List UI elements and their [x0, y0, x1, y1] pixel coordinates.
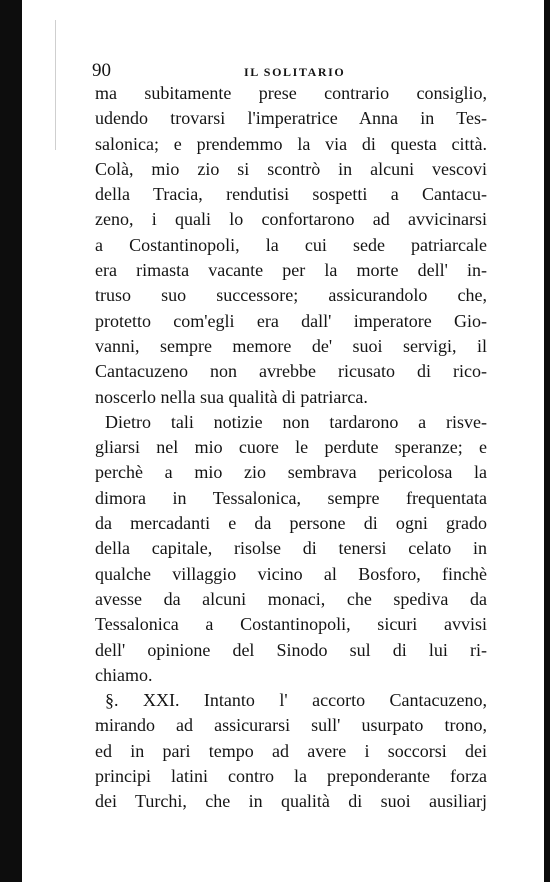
- text-line: protetto com'egli era dall' imperatore Gio-: [95, 310, 487, 331]
- text-line: dei Turchi, che in qualità di suoi ausiliarj: [95, 791, 487, 812]
- text-line: noscerlo nella sua qualità di patriarca.: [95, 386, 368, 407]
- text-line: salonica; e prendemmo la via di questa città.: [95, 133, 487, 154]
- text-line: Colà, mio zio si scontrò in alcuni vescovi: [95, 158, 487, 179]
- text-line: ma subitamente prese contrario consiglio,: [95, 83, 487, 103]
- text-line: chiamo.: [95, 664, 153, 685]
- gutter-line: [55, 20, 56, 150]
- text-line: Tessalonica a Costantinopoli, sicuri avvisi: [95, 614, 487, 635]
- text-line: vanni, sempre memore de' suoi servigi, il: [95, 335, 487, 356]
- text-line: a Costantinopoli, la cui sede patriarcale: [95, 234, 487, 255]
- text-line: ed in pari tempo ad avere i soccorsi dei: [95, 740, 487, 761]
- text-line: della capitale, risolse di tenersi celato in: [95, 538, 487, 559]
- text-line: zeno, i quali lo confortarono ad avvicinarsi: [95, 209, 487, 230]
- scan-right-edge: [544, 0, 550, 882]
- running-title: IL SOLITARIO: [244, 65, 346, 79]
- scan-left-edge: [0, 0, 22, 882]
- text-line: principi latini contro la preponderante forza: [95, 766, 487, 787]
- text-line: qualche villaggio vicino al Bosforo, finchè: [95, 563, 487, 584]
- text-line: da mercadanti e da persone di ogni grado: [95, 513, 487, 534]
- text-line: era rimasta vacante per la morte dell' in-: [95, 260, 487, 281]
- text-line: dell' opinione del Sinodo sul di lui ri-: [95, 639, 487, 660]
- text-line: §. XXI. Intanto l' accorto Cantacuzeno,: [105, 690, 487, 711]
- text-line: perchè a mio zio sembrava pericolosa la: [95, 462, 487, 483]
- running-head: [92, 62, 492, 82]
- text-line: Dietro tali notizie non tardarono a risve-: [105, 411, 487, 432]
- text-line: della Tracia, rendutisi sospetti a Cantacu-: [95, 184, 487, 205]
- text-line: dimora in Tessalonica, sempre frequentata: [95, 487, 487, 508]
- text-line: udendo trovarsi l'imperatrice Anna in Tes-: [95, 108, 487, 129]
- body-text: [95, 81, 487, 815]
- text-line: truso suo successore; assicurandolo che,: [95, 285, 487, 306]
- text-line: Cantacuzeno non avrebbe ricusato di rico-: [95, 361, 487, 382]
- page-number: 90: [92, 60, 111, 81]
- text-line: gliarsi nel mio cuore le perdute speranze; e: [95, 437, 487, 458]
- text-line: avesse da alcuni monaci, che spediva da: [95, 588, 487, 609]
- text-line: mirando ad assicurarsi sull' usurpato trono,: [95, 715, 487, 736]
